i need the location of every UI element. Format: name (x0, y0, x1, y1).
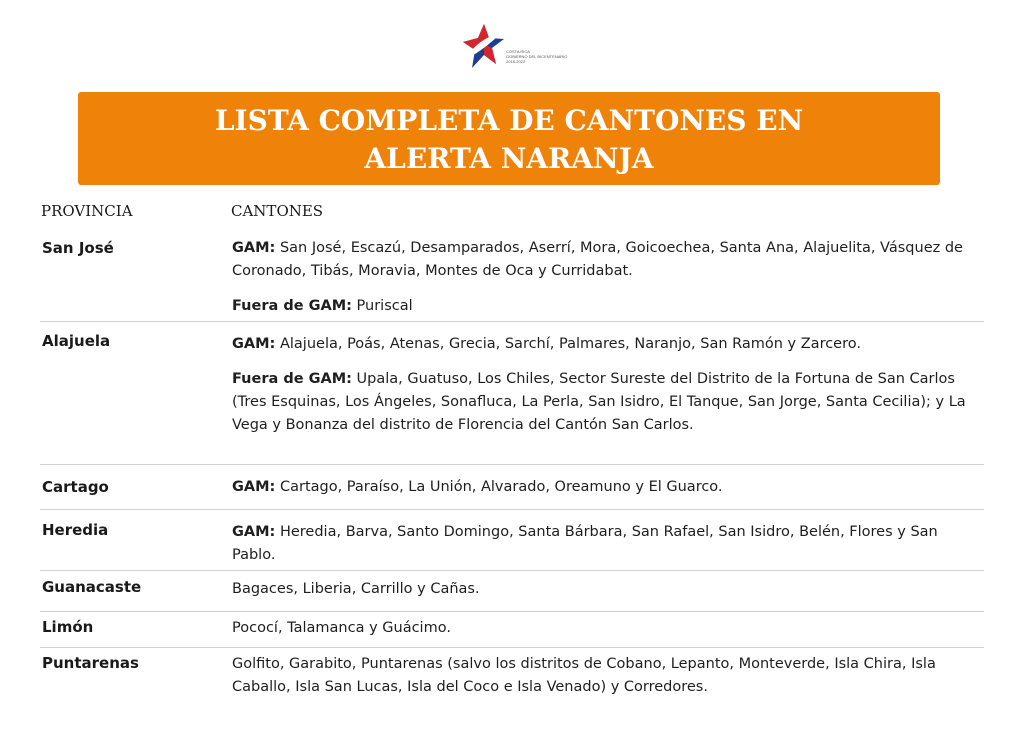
entry-text: Upala, Guatuso, Los Chiles, Sector Sureste del Distrito de la Fortuna de San Carlos (Tres Esquinas, Los Ángeles, Sonafluca, La Perla, San Isidro, El Tanque, San Jorge, Santa Cecilia); y La Vega y Bonanza del distrito de Florencia del Cantón San Carlos. (232, 371, 966, 433)
cantones-entry (232, 578, 977, 601)
entry-label: Fuera de GAM: (232, 371, 352, 387)
provincia-name: Puntarenas (42, 654, 139, 672)
table-row (40, 510, 984, 571)
table-row (40, 465, 984, 510)
entry-text: Heredia, Barva, Santo Domingo, Santa Bárbara, San Rafael, San Isidro, Belén, Flores y San Pablo. (232, 524, 938, 563)
cantones-entry (232, 333, 977, 356)
cantones-entry (232, 653, 977, 699)
provincia-name: Cartago (42, 478, 109, 496)
entry-text: Cartago, Paraíso, La Unión, Alvarado, Oreamuno y El Guarco. (275, 479, 723, 495)
column-header-cantones: CANTONES (231, 202, 324, 220)
entry-text: Golfito, Garabito, Puntarenas (salvo los distritos de Cobano, Lepanto, Monteverde, Isla Chira, Isla Caballo, Isla San Lucas, Isla del Coco e Isla Venado) y Corredores. (232, 656, 936, 695)
entry-label: GAM: (232, 479, 276, 495)
entry-label: GAM: (232, 336, 276, 352)
provincia-name: San José (42, 239, 114, 257)
logo-text-line: 2018-2022 (506, 59, 526, 64)
title-banner (78, 92, 940, 185)
entry-label: GAM: (232, 240, 276, 256)
cantones-entry (232, 295, 977, 318)
entry-text: Puriscal (351, 298, 413, 314)
provincia-name: Alajuela (42, 332, 111, 350)
banner-title-line1: LISTA COMPLETA DE CANTONES EN (214, 104, 804, 137)
entry-text: Bagaces, Liberia, Carrillo y Cañas. (232, 581, 480, 597)
provincia-name: Guanacaste (42, 578, 142, 596)
government-logo (462, 22, 568, 70)
logo-text-line: COSTA RICA (506, 49, 530, 54)
provincia-name: Heredia (42, 521, 109, 539)
logo-text-line: GOBIERNO DEL BICENTENARIO (506, 54, 568, 59)
provincia-name: Limón (42, 618, 94, 636)
entry-label: Fuera de GAM: (232, 298, 352, 314)
entry-label: GAM: (232, 524, 276, 540)
entry-text: San José, Escazú, Desamparados, Aserrí, Mora, Goicoechea, Santa Ana, Alajuelita, Vásquez de Coronado, Tibás, Moravia, Montes de Oca y Curridabat. (232, 240, 963, 279)
table-row (40, 612, 984, 648)
star-logo-icon (462, 22, 506, 70)
cantones-entry (232, 617, 977, 640)
entry-text: Pococí, Talamanca y Guácimo. (232, 620, 451, 636)
cantones-entry (232, 521, 977, 567)
column-header-provincia: PROVINCIA (41, 202, 133, 220)
entry-text: Alajuela, Poás, Atenas, Grecia, Sarchí, Palmares, Naranjo, San Ramón y Zarcero. (275, 336, 861, 352)
logo-text (506, 49, 567, 64)
banner-title-line2: ALERTA NARANJA (364, 142, 654, 175)
cantones-entry (232, 476, 977, 499)
cantones-entry (232, 237, 977, 283)
table-row (40, 234, 984, 322)
table-row (40, 571, 984, 612)
table-row (40, 322, 984, 465)
cantones-entry (232, 368, 977, 437)
table-row (40, 648, 984, 708)
